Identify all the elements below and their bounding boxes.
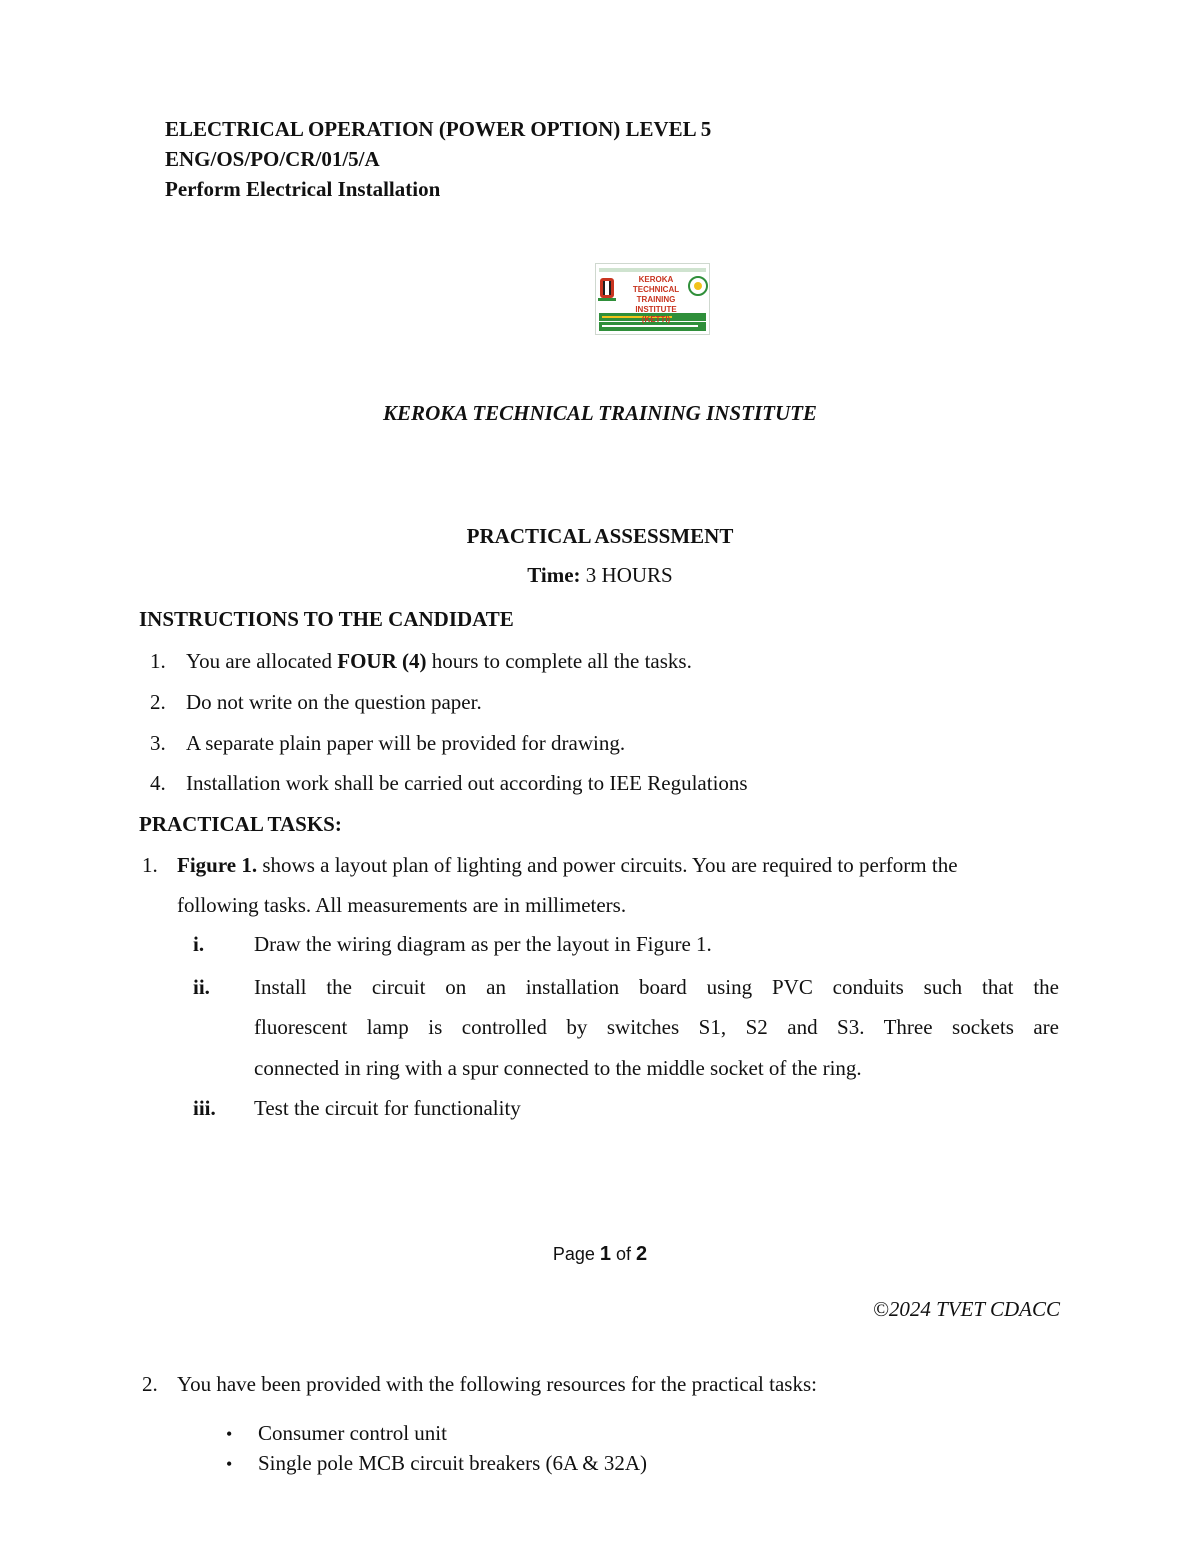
time-label: Time:	[527, 563, 581, 587]
instruction-number: 3.	[150, 731, 166, 755]
institute-name: KEROKA TECHNICAL TRAINING INSTITUTE	[383, 401, 817, 425]
instruction-item: A separate plain paper will be provided for drawing.	[186, 731, 626, 755]
task-text	[177, 853, 1059, 878]
instruction-item: Do not write on the question paper.	[186, 690, 482, 714]
task-number: 2.	[142, 1372, 158, 1396]
instruction-number: 2.	[150, 690, 166, 714]
assessment-title: PRACTICAL ASSESSMENT	[466, 524, 734, 548]
task-text: You have been provided with the following resources for the practical tasks:	[177, 1372, 817, 1396]
bullet-icon: •	[226, 1454, 233, 1474]
logo-text-mid: TRAINING INSTITUTE	[635, 295, 677, 314]
bullet-icon: •	[226, 1424, 233, 1444]
course-title: ELECTRICAL OPERATION (POWER OPTION) LEVEL 5	[165, 117, 712, 141]
subtask-number: iii.	[193, 1096, 216, 1120]
copyright: ©2024 TVET CDACC	[872, 1297, 1060, 1321]
logo-text-top: KEROKA TECHNICAL	[632, 275, 680, 294]
instructions-title: INSTRUCTIONS TO THE CANDIDATE	[139, 607, 514, 631]
page-word: Page	[552, 1244, 595, 1264]
subtask-text: Test the circuit for functionality	[254, 1096, 521, 1120]
page-number	[0, 1243, 1200, 1266]
page-of: of	[616, 1244, 632, 1264]
resource-item: Consumer control unit	[258, 1421, 447, 1445]
instruction-number: 4.	[150, 771, 166, 795]
instruction-text: You are allocated	[186, 649, 338, 673]
task-number: 1.	[142, 853, 158, 877]
figure-reference: Figure 1.	[177, 853, 258, 877]
subtask-text: connected in ring with a spur connected to the middle socket of the ring.	[254, 1056, 862, 1080]
subtask-number: i.	[193, 932, 205, 956]
instruction-emphasis: FOUR (4)	[337, 649, 427, 673]
logo-text-abbr: (KETTI)	[641, 315, 671, 324]
tasks-title: PRACTICAL TASKS:	[139, 812, 342, 836]
page-current: 1	[599, 1243, 611, 1265]
unit-title: Perform Electrical Installation	[165, 177, 441, 201]
instruction-number: 1.	[150, 649, 166, 673]
institute-logo	[595, 263, 710, 335]
subtask-text: Draw the wiring diagram as per the layout in Figure 1.	[254, 932, 712, 956]
task-text-line: following tasks. All measurements are in millimeters.	[177, 893, 627, 917]
resource-item: Single pole MCB circuit breakers (6A & 32A)	[258, 1451, 648, 1475]
instruction-text: hours to complete all the tasks.	[426, 649, 692, 673]
subtask-text: fluorescent lamp is controlled by switches S1, S2 and S3. Three sockets are	[254, 1015, 1059, 1039]
page-total: 2	[636, 1243, 648, 1265]
subtask-text: Install the circuit on an installation board using PVC conduits such that the	[254, 975, 1059, 999]
course-code: ENG/OS/PO/CR/01/5/A	[165, 147, 380, 171]
instruction-item	[186, 649, 692, 674]
instruction-item: Installation work shall be carried out according to IEE Regulations	[186, 771, 748, 795]
task-text-line: shows a layout plan of lighting and power circuits. You are required to perform the	[257, 853, 958, 877]
assessment-time	[0, 563, 1200, 588]
time-value: 3 HOURS	[585, 563, 673, 587]
subtask-number: ii.	[193, 975, 210, 999]
